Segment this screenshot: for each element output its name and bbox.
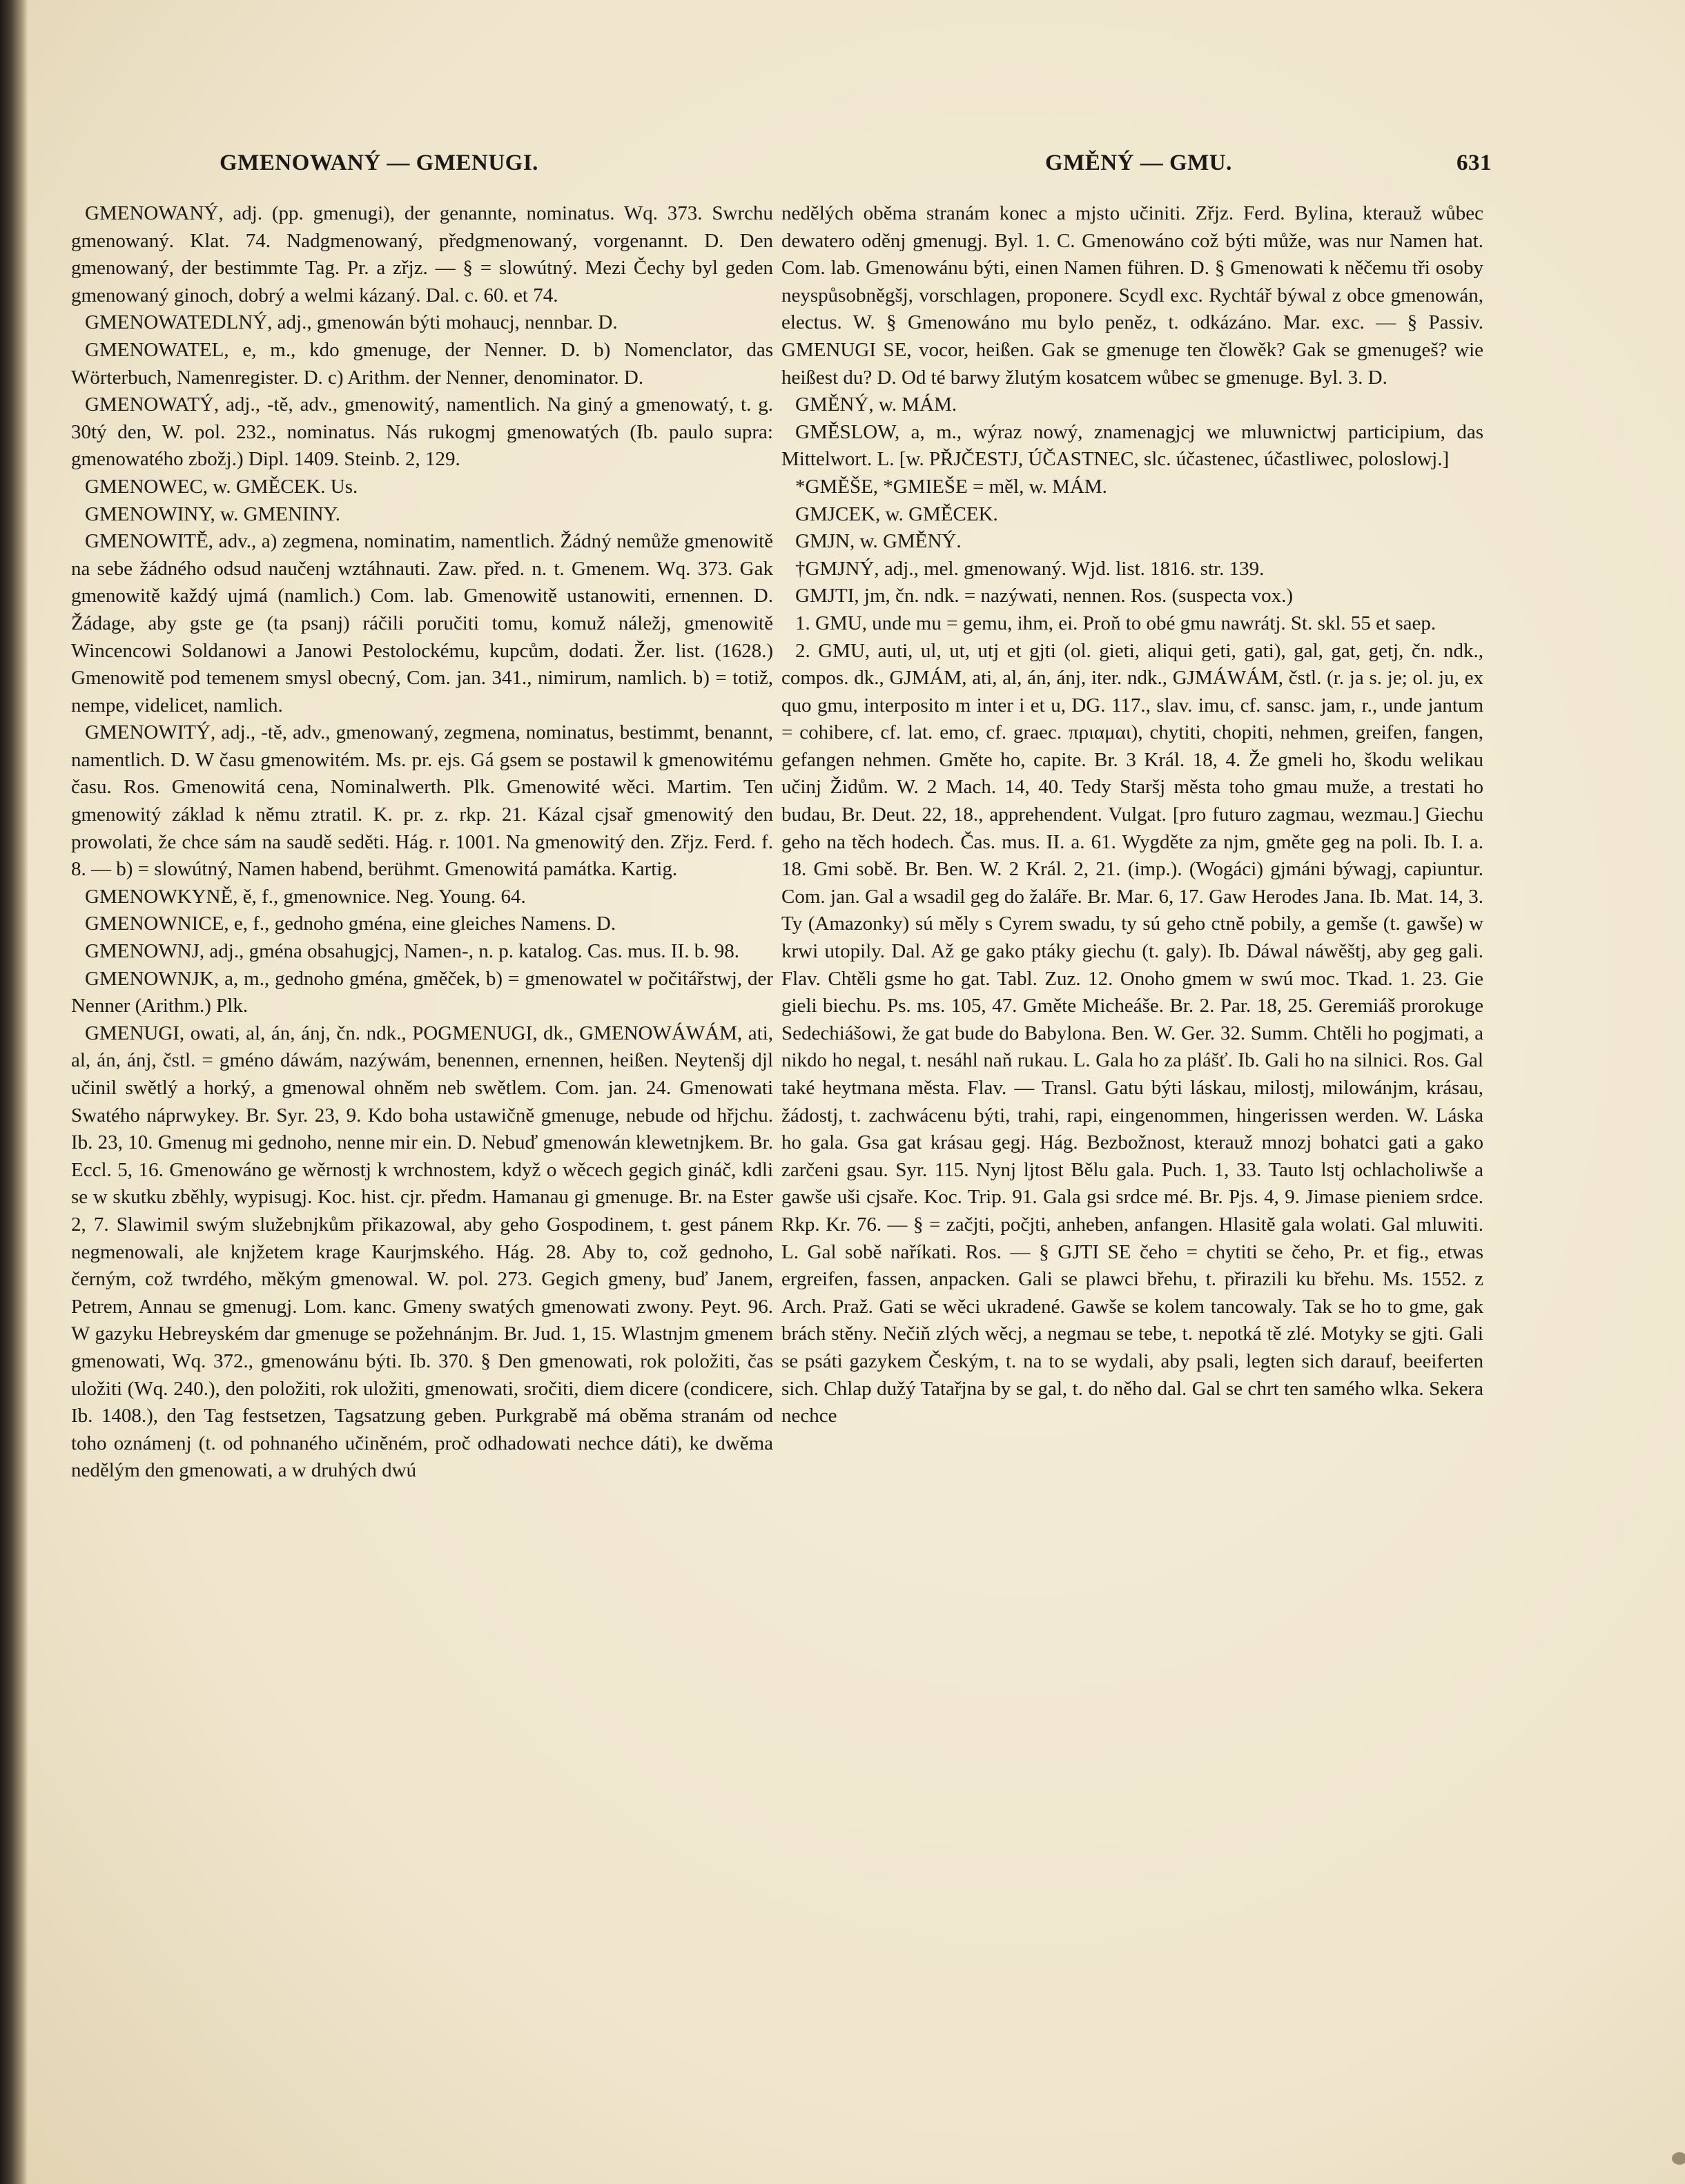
entry-gmenowite: GMENOWITĚ, adv., a) zegmena, nominatim, namentlich. Žádný nemůže gmenowitě na sebe žádného odsud naučenj wztáhnauti. Zaw. před. n. t. Gmenem. Wq. 373. Gak gmenowitě každý ujmá (namlich.) Com. lab. Gmenowitě ustanowiti, ernennen. D. Žádage, aby gste ge (ta psanj) ráčili poručiti tomu, komuž náležj, gmenowitě Wincencowi Soldanowi a Janowi Pestolockému, kupcům, dodati. Žer. list. (1628.) Gmenowitě pod temenem smysl obecný, Com. jan. 341., nimirum, namlich. b) = totiž, nempe, videlicet, namlich. (71, 530, 773, 716)
running-header-left: GMENOWANÝ — GMENUGI. (220, 150, 538, 175)
entry-gmenownice: GMENOWNICE, e, f., gednoho gména, eine gleiches Namens. D. (85, 913, 616, 935)
entry-gmenugi-continued: nedělých oběma stranám konec a mjsto učiniti. Zřjz. Ferd. Bylina, kterauž wůbec dewatero oděnj gmenugj. Byl. 1. C. Gmenowáno což býti může, was nur Namen hat. Com. lab. Gmenowánu býti, einen Namen führen. D. § Gmenowati k něčemu tři osoby neyspůsobněgšj, vorschlagen, proponere. Scydl exc. Rychtář býwal z obce gmenowán, electus. W. § Gmenowáno mu bylo peněz, t. odkázáno. Mar. exc. — § Passiv. GMENUGI SE, vocor, heißen. Gak se gmenuge ten člowěk? Gak se gmenugeš? wie heißest du? D. Od té barwy žlutým kosatcem wůbec se gmenuge. Byl. 3. D. (781, 202, 1483, 389)
entry-gmenowatedlny: GMENOWATEDLNÝ, adj., gmenowán býti mohaucj, nennbar. D. (85, 311, 618, 334)
entry-gmenowaty: GMENOWATÝ, adj., -tě, adv., gmenowitý, namentlich. Na giný a gmenowatý, t. g. 30tý den, W. pol. 232., nominatus. Nás rukogmj gmenowatých (Ib. paulo supra: gmenowatého zbožj.) Dipl. 1409. Steinb. 2, 129. (71, 393, 773, 471)
entry-gmenowity: GMENOWITÝ, adj., -tě, adv., gmenowaný, zegmena, nominatus, bestimmt, benannt, namentlich. D. W času gmenowitém. Ms. pr. ejs. Gá gsem se postawil k gmenowitému času. Ros. Gmenowitá cena, Nominalwerth. Plk. Gmenowité wěci. Martim. Ten gmenowitý základ k němu ztratil. K. pr. z. rkp. 21. Kázal cjsař gmenowitý den prowolati, že chce sám na saudě seděti. Hág. r. 1001. Na gmenowitý den. Zřjz. Ferd. f. 8. — b) = slowútný, Namen habend, berühmt. Gmenowitá památka. Kartig. (71, 721, 773, 881)
entry-gmenowkyne: GMENOWKYNĚ, ě, f., gmenownice. Neg. Young. 64. (85, 885, 526, 908)
entry-gmeny: GMĚNÝ, w. MÁM. (795, 393, 957, 416)
entry-gmjny: †GMJNÝ, adj., mel. gmenowaný. Wjd. list. 1816. str. 139. (795, 557, 1265, 580)
page-number: 631 (1457, 150, 1492, 175)
page-corner-mark (1672, 2152, 1685, 2165)
right-column (781, 200, 1483, 2154)
entry-gmu-2: 2. GMU, auti, ul, ut, utj et gjti (ol. gieti, aliqui geti, gati), gal, gat, getj, čn. ndk., compos. dk., GJMÁM, ati, al, án, ánj, iter. ndk., GJMÁWÁM, čstl. (r. ja s. je; ol. ju, ex quo gmu, interposito m inter i et u, DG. 117., slav. imu, cf. sansc. jam, r., unde jantum = cohibere, cf. lat. emo, cf. graec. πριαμαι), chytiti, chopiti, nehmen, greifen, fangen, gefangen nehmen. Gměte ho, capite. Br. 3 Král. 18, 4. Že gmeli ho, škodu welikau učinj Židům. W. 2 Mach. 14, 40. Tedy Staršj města toho gmau muže, a trestati ho budau, Br. Deut. 22, 18., apprehendent. Vulgat. [pro futuro zagmau, wezmau.] Giechu geho na těch hodech. Čas. mus. II. a. 61. Wygděte za njm, gměte geg na poli. Ib. I. a. 18. Gmi sobě. Br. Ben. W. 2 Král. 2, 21. (imp.). (Wogáci) gjmáni býwagj, capiuntur. Com. jan. Gal a wsadil geg do žaláře. Br. Mar. 6, 17. Gaw Herodes Jana. Ib. Mat. 14, 3. Ty (Amazonky) sú měly s Cyrem swadu, ty sú geho ctně pobily, a gemše (t. gawše) w krwi utopily. Dal. Až ge gako ptáky giechu (t. galy). Ib. Dáwal náwěštj, aby geg gali. Flav. Chtěli gsme ho gat. Tabl. Zuz. 12. Onoho gmem w swú moc. Tkad. 1. 23. Gie gieli biechu. Ps. ms. 105, 47. Gměte Micheáše. Br. 2. Par. 18, 25. Geremiáš prorokuge Sedechiášowi, že gat bude do Babylona. Ben. W. Ger. 32. Summ. Chtěli ho pogjmati, a nikdo ho negal, t. nesáhl naň rukau. L. Gala ho za plášť. Ib. Gali ho na silnici. Ros. Gal také heytmana města. Flav. — Transl. Gatu býti láskau, milostj, milowánjm, krásau, žádostj, t. zachwácenu býti, trahi, rapi, eingenommen, hingerissen werden. W. Láska ho gala. Gsa gat krásau gegj. Hág. Bezbožnost, kterauž mnozj bohatci gati a gako zarčeni gsau. Syr. 115. Nynj ljtost Bělu gala. Puch. 1, 33. Tauto lstj ochlacholiwše a gawše uši cjsaře. Koc. Trip. 91. Gala gsi srdce mé. Br. Pjs. 4, 9. Jimase pieniem srdce. Rkp. Kr. 76. — § = začjti, počjti, anheben, anfangen. Hlasitě gala wolati. Gal mluwiti. L. Gal sobě naříkati. Ros. — § GJTI SE čeho = chytiti se čeho, Pr. et fig., etwas ergreifen, fassen, anpacken. Gali se plawci břehu, t. přirazili ku břehu. Ms. 1552. z Arch. Praž. Gati se wěci ukradené. Gawše se kolem tancowaly. Tak se ho to gme, gak brách stěny. Nečiň zlých wěcj, a negmau se tebe, t. nepotká tě zlé. Motyky se gjti. Gali se psáti gazykem Českým, t. na to se wydali, aby psali, legten sich darauf, beeiferten sich. Chlap dužý Tatařjna by se gal, t. do něho dal. Gal se chrt ten samého wlka. Sekera nechce (781, 639, 1483, 1427)
entry-gmjti: GMJTI, jm, čn. ndk. = nazýwati, nennen. Ros. (suspecta vox.) (795, 585, 1294, 607)
entry-gmenowatel: GMENOWATEL, e, m., kdo gmenuge, der Nenner. D. b) Nomenclator, das Wörterbuch, Namenregister. D. c) Arithm. der Nenner, denominator. D. (71, 338, 773, 389)
dictionary-page (28, 0, 1685, 2184)
entry-gmenowany: GMENOWANÝ, adj. (pp. gmenugi), der genannte, nominatus. Wq. 373. Swrchu gmenowaný. Klat. 74. Nadgmenowaný, předgmenowaný, vorgenannt. D. Den gmenowaný, der bestimmte Tag. Pr. a zřjz. — § = slowútný. Mezi Čechy byl geden gmenowaný ginoch, dobrý a welmi kázaný. Dal. c. 60. et 74. (71, 202, 773, 306)
entry-gmenownj: GMENOWNJ, adj., gména obsahugjcj, Namen-, n. p. katalog. Cas. mus. II. b. 98. (85, 940, 739, 963)
running-header-right: GMĚNÝ — GMU. (1045, 150, 1232, 175)
entry-gmeslow: GMĚSLOW, a, m., wýraz nowý, znamenagjcj we mluwnictwj participium, das Mittelwort. L. [w. PŘJČESTJ, ÚČASTNEC, slc. účastenec, účastliwec, poloslowj.] (781, 420, 1483, 471)
entry-gmenownjk: GMENOWNJK, a, m., gednoho gména, gměček, b) = gmenowatel w počitářstwj, der Nenner (Arithm.) Plk. (71, 967, 773, 1017)
entry-gmjcek: GMJCEK, w. GMĚCEK. (795, 503, 998, 525)
entry-gmu-1: 1. GMU, unde mu = gemu, ihm, ei. Proň to obé gmu nawrátj. St. skl. 55 et saep. (795, 612, 1436, 634)
left-column (71, 200, 773, 2154)
entry-gmjn: GMJN, w. GMĚNÝ. (795, 530, 962, 553)
entry-gmese: *GMĚŠE, *GMIEŠE = měl, w. MÁM. (795, 475, 1107, 498)
entry-gmenowiny: GMENOWINY, w. GMENINY. (85, 503, 341, 525)
entry-gmenugi: GMENUGI, owati, al, án, ánj, čn. ndk., POGMENUGI, dk., GMENOWÁWÁM, ati, al, án, ánj, čstl. = gméno dáwám, nazýwám, benennen, ernennen, heißen. Neytenšj djl učinil swětlý a horký, a gmenowal ohněm neb swětlem. Com. jan. 24. Gmenowati Swatého náprwykey. Br. Syr. 23, 9. Kdo boha ustawičně gmenuge, nebude od hřjchu. Ib. 23, 10. Gmenug mi gednoho, nenne mir ein. D. Nebuď gmenowán klewetnjkem. Br. Eccl. 5, 16. Gmenowáno ge wěrnostj k wrchnostem, když o wěcech gegich gináč, kdli se w skutku zběhly, wypisugj. Koc. hist. cjr. předm. Hamanau gi gmenuge. Br. na Ester 2, 7. Slawimil swým služebnjkům přikazowal, aby geho Gospodinem, t. gest pánem negmenowali, ale knjžetem krage Kaurjmského. Hág. 28. Aby to, což gednoho, černým, což twrdého, měkým gmenowal. W. pol. 273. Gegich gmeny, buď Janem, Petrem, Annau se gmenugj. Lom. kanc. Gmeny swatých gmenowati zwony. Peyt. 96. W gazyku Hebreyském dar gmenuge se požehnánjm. Br. Jud. 1, 15. Wlastnjm gmenem gmenowati, Wq. 372., gmenowánu býti. Ib. 370. § Den gmenowati, rok položiti, čas uložiti (Wq. 240.), den položiti, rok uložiti, gmenowati, sročiti, diem dicere (condicere, Ib. 1408.), den Tag festsetzen, Tagsatzung geben. Purkgrabě má oběma stranám od toho oznámenj (t. od pohnaného učiněném, proč odhadowati nechce dáti), ke dwěma nedělým den gmenowati, a w druhých dwú (71, 1022, 773, 1482)
book-gutter (0, 0, 28, 2184)
entry-gmenowec: GMENOWEC, w. GMĚCEK. Us. (85, 475, 358, 498)
